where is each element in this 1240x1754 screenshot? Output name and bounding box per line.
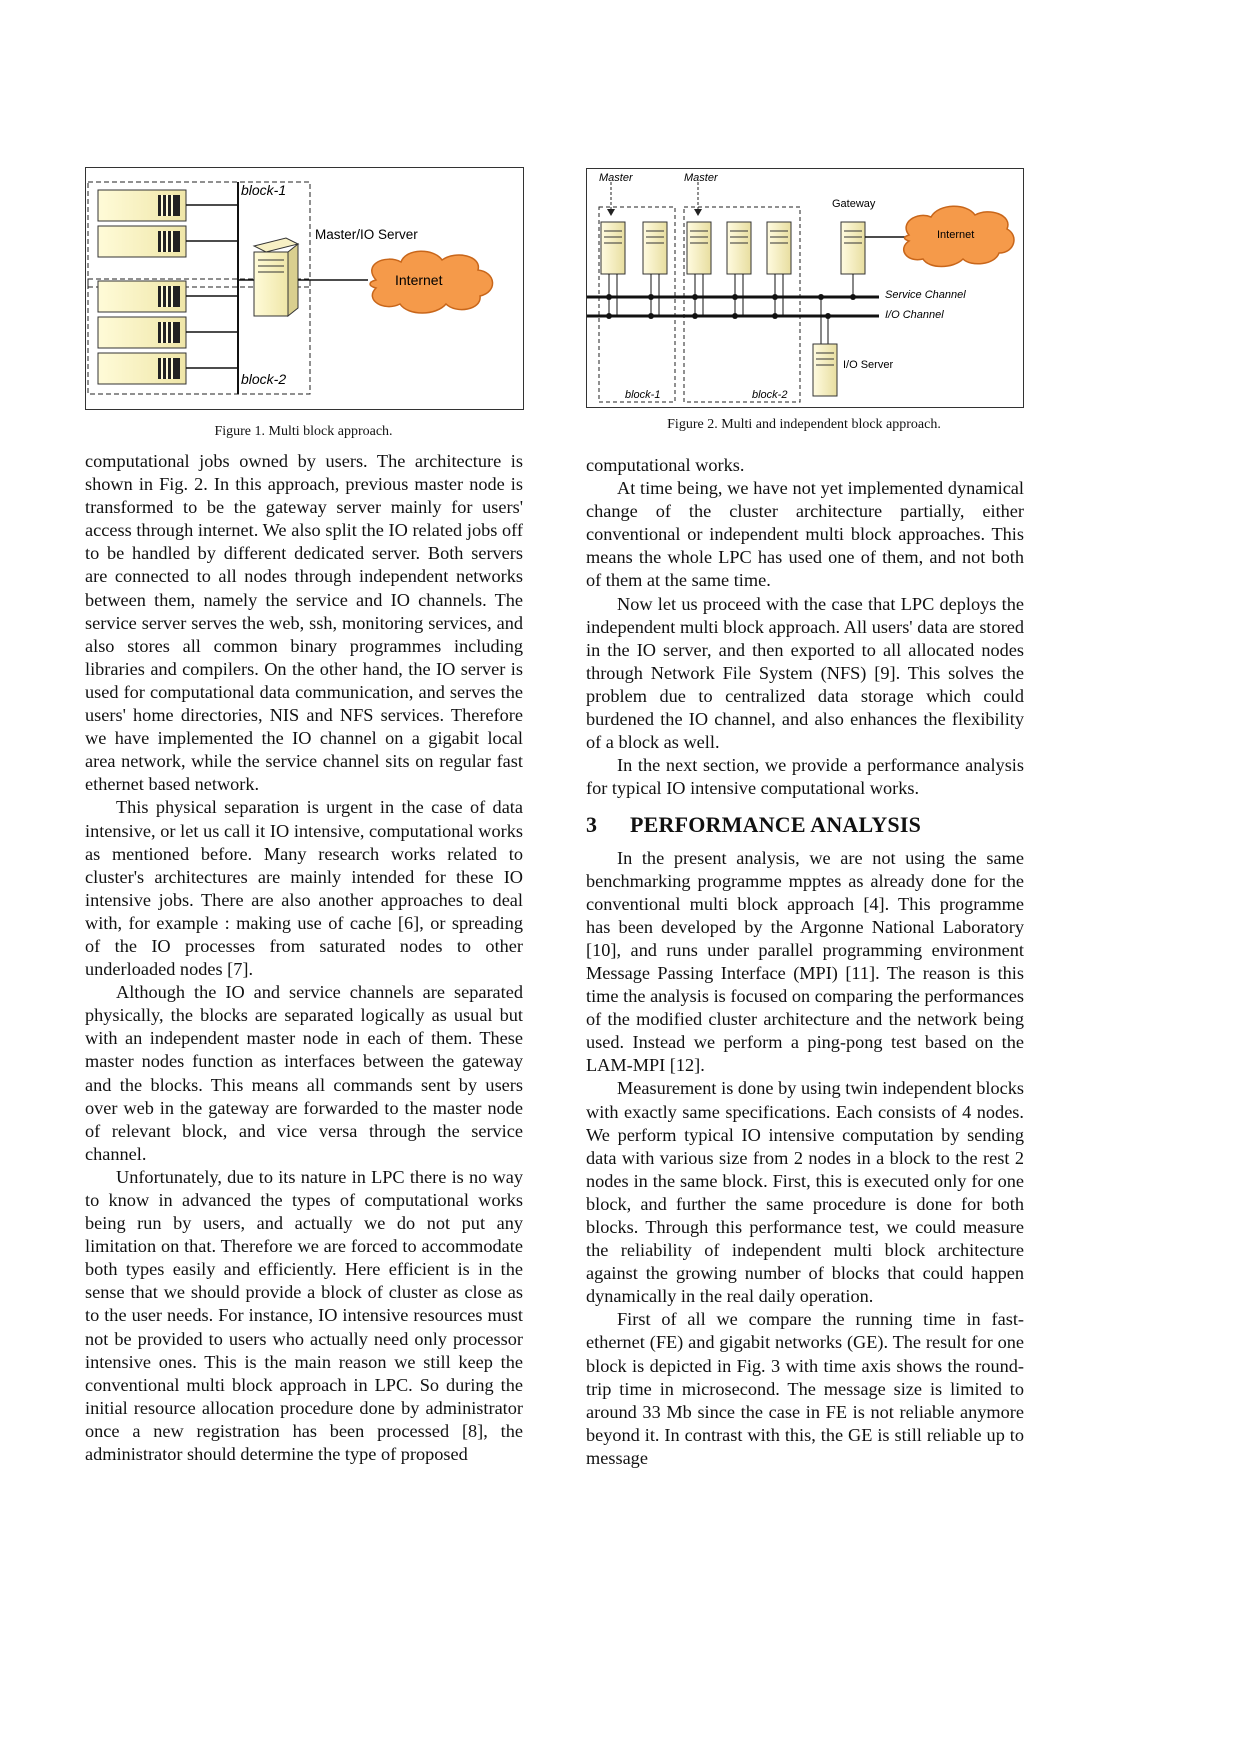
fig2-io-server-label: I/O Server [843,359,894,371]
fig2-tower-4 [727,222,751,319]
fig2-block2-label: block-2 [752,389,788,401]
figure-2-caption: Figure 2. Multi and independent block approach. [667,417,941,432]
node-1 [98,190,238,221]
left-column [85,450,523,1466]
fig2-tower-3 [687,222,711,319]
node-2 [98,226,238,257]
fig2-service-channel-label: Service Channel [885,289,966,301]
fig2-tower-5 [767,222,791,319]
right-column [586,454,1024,1470]
node-4 [98,317,238,348]
left-paragraph-1: computational jobs owned by users. The architecture is shown in Fig. 2. In this approach, previous master node is transformed to be the gateway server mainly for users' access through internet. We also split the IO related jobs off to be handled by different dedicated server. Both servers are connected to all nodes through independent networks between them, namely the service and IO channels. The service server serves the web, ssh, monitoring services, and also stores all common binary programmes including libraries and compilers. On the other hand, the IO server is used for computational data communication, and serves the users' home directories, NIS and NFS services. Therefore we have implemented the IO channel on a gigabit local area network, while the service channel sits on regular fast ethernet based network. [85,451,523,795]
fig2-gateway-label: Gateway [832,198,876,210]
section-heading [586,813,1024,836]
right-paragraph-2: At time being, we have not yet implemented dynamical change of the cluster architecture partially, either conventional or independent multi block approaches. This means the whole LPC has used one of them, and not both of them at the same time. [586,478,1024,591]
right-paragraph-3: Now let us proceed with the case that LPC deploys the independent multi block approach. All users' data are stored in the IO server, and then exported to all allocated nodes through Network File System (NFS) [9]. This solves the problem due to centralized data storage which could burdened the IO channel, and also enhances the flexibility of a block as well. [586,593,1024,753]
left-paragraph-4: Unfortunately, due to its nature in LPC there is no way to know in advanced the types of computational works being run by users, and actually we do not put any limitation on that. Therefore we are forced to accommodate both types easily and efficiently. Here efficient is in the sense that we should provide a block of cluster as close as to the user needs. For instance, IO intensive resources must not be provided to users who actually need only processor intensive ones. This is the main reason we still keep the conventional multi block approach in LPC. So during the initial resource allocation procedure done by administrator once a new registration has been processed [8], the administrator should determine the type of proposed [85,1166,523,1465]
fig2-io-server-tower [813,294,837,396]
fig1-server-label: Master/IO Server [315,227,418,242]
fig2-cloud-label: Internet [937,229,975,241]
master-io-server-tower [238,238,298,316]
figure-2 [586,168,1024,408]
fig2-tower-2 [643,222,667,319]
left-paragraph-3: Although the IO and service channels are separated physically, the blocks are separated logically as usual but with an independent master node in each of them. These master nodes function as interfaces between the gateway and the blocks. This means all commands sent by users over web in the gateway are forwarded to the master node of relevant block, and vice versa through the service channel. [85,982,523,1164]
left-paragraph-2: This physical separation is urgent in the case of data intensive, or let us call it IO intensive, computational works as mentioned before. Many research works related to cluster's architectures are mainly intended for these IO intensive jobs. There are also another approaches to deal with, for example : making use of cache [6], or spreading of the IO processes from saturated nodes to other underloaded nodes [7]. [85,797,523,980]
fig1-block1-label: block-1 [241,182,287,198]
fig2-io-channel-label: I/O Channel [885,309,944,321]
section-title: PERFORMANCE ANALYSIS [630,812,922,838]
right-paragraph-1: computational works. [586,455,745,475]
figure-1-caption: Figure 1. Multi block approach. [214,424,393,439]
section-number: 3 [586,812,598,838]
right-paragraph-5: In the present analysis, we are not using the same benchmarking programme mpptes as already done for the conventional multi block approach [4]. This programme has been developed by the Argonne National Laboratory [10], and runs under parallel programming environment Message Passing Interface (MPI) [11]. The reason is this time the analysis is focused on comparing the performances of the modified cluster architecture and the network being used. Instead we perform a ping-pong test based on the LAM-MPI [12]. [586,847,1024,1076]
fig1-block2-label: block-2 [241,371,287,387]
figure-1 [85,167,524,410]
right-paragraph-4: In the next section, we provide a performance analysis for typical IO intensive computational works. [586,755,1024,799]
fig2-block1-label: block-1 [625,389,661,401]
node-3 [98,281,238,312]
node-5 [98,353,238,384]
right-paragraph-7: First of all we compare the running time in fast-ethernet (FE) and gigabit networks (GE). The result for one block is depicted in Fig. 3 with time axis shows the round-trip time in microsecond. The message size is limited to around 33 Mb since the case in FE is not reliable anymore beyond it. In contrast with this, the GE is still reliable up to message [586,1309,1024,1468]
right-paragraph-6: Measurement is done by using twin independent blocks with exactly same specifications. Each consists of 4 nodes. We perform typical IO intensive computation by sending data with various size from 2 nodes in a block to the rest 2 nodes in the same block. First, this is executed only for one block, and further the same procedure is done for both blocks. Through this performance test, we could measure the reliability of independent multi block architecture against the growing number of blocks that could happen dynamically in the real daily operation. [586,1078,1024,1307]
fig2-master1-label: Master [599,172,633,184]
fig1-cloud-label: Internet [395,272,443,288]
fig2-tower-1 [601,222,625,319]
fig2-master2-label: Master [684,172,718,184]
